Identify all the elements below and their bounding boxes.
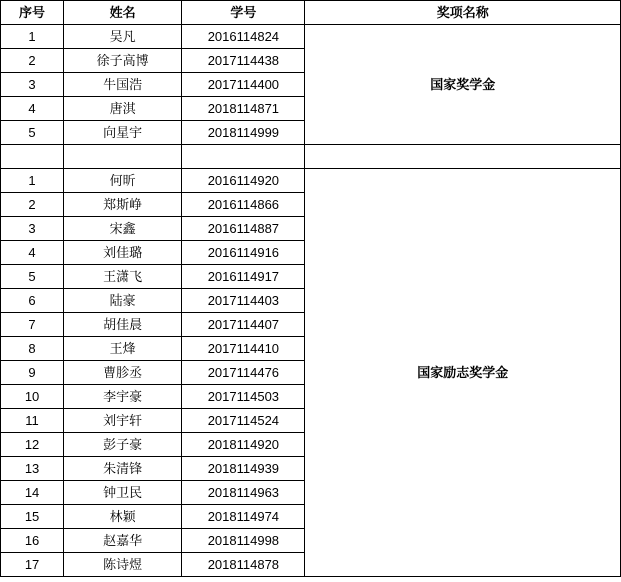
cell-student-id: 2017114407 (182, 313, 305, 337)
cell-index: 5 (1, 265, 64, 289)
spacer-row (1, 145, 621, 169)
column-header-2: 学号 (182, 1, 305, 25)
cell-index: 13 (1, 457, 64, 481)
spacer-cell (182, 145, 305, 169)
cell-student-name: 朱清锋 (64, 457, 182, 481)
cell-student-id: 2018114974 (182, 505, 305, 529)
cell-index: 14 (1, 481, 64, 505)
cell-student-name: 林颖 (64, 505, 182, 529)
cell-student-id: 2016114887 (182, 217, 305, 241)
cell-index: 4 (1, 97, 64, 121)
cell-student-id: 2016114824 (182, 25, 305, 49)
cell-student-name: 胡佳晨 (64, 313, 182, 337)
spacer-cell (1, 145, 64, 169)
cell-student-name: 徐子高博 (64, 49, 182, 73)
cell-student-name: 王潇飞 (64, 265, 182, 289)
cell-student-name: 王烽 (64, 337, 182, 361)
cell-index: 7 (1, 313, 64, 337)
cell-index: 3 (1, 217, 64, 241)
cell-student-name: 宋鑫 (64, 217, 182, 241)
column-header-0: 序号 (1, 1, 64, 25)
spacer-cell (305, 145, 621, 169)
cell-index: 11 (1, 409, 64, 433)
cell-index: 4 (1, 241, 64, 265)
cell-award-name: 国家奖学金 (305, 25, 621, 145)
cell-student-name: 吴凡 (64, 25, 182, 49)
cell-student-name: 陆豪 (64, 289, 182, 313)
cell-student-id: 2018114920 (182, 433, 305, 457)
column-header-1: 姓名 (64, 1, 182, 25)
cell-index: 2 (1, 193, 64, 217)
cell-student-id: 2016114917 (182, 265, 305, 289)
cell-index: 17 (1, 553, 64, 577)
cell-index: 8 (1, 337, 64, 361)
cell-student-name: 刘宇轩 (64, 409, 182, 433)
cell-index: 1 (1, 169, 64, 193)
cell-student-id: 2018114871 (182, 97, 305, 121)
cell-student-name: 唐淇 (64, 97, 182, 121)
cell-student-id: 2017114524 (182, 409, 305, 433)
cell-student-name: 赵嘉华 (64, 529, 182, 553)
table-row (1, 25, 621, 49)
cell-index: 1 (1, 25, 64, 49)
cell-student-id: 2018114939 (182, 457, 305, 481)
cell-student-id: 2016114866 (182, 193, 305, 217)
cell-index: 5 (1, 121, 64, 145)
cell-index: 3 (1, 73, 64, 97)
cell-index: 16 (1, 529, 64, 553)
cell-index: 10 (1, 385, 64, 409)
cell-student-name: 李宇豪 (64, 385, 182, 409)
cell-student-id: 2018114878 (182, 553, 305, 577)
cell-student-name: 刘佳璐 (64, 241, 182, 265)
table-header-row (1, 1, 621, 25)
cell-student-id: 2017114476 (182, 361, 305, 385)
cell-student-id: 2016114920 (182, 169, 305, 193)
cell-student-id: 2017114403 (182, 289, 305, 313)
cell-student-name: 郑斯峥 (64, 193, 182, 217)
cell-index: 12 (1, 433, 64, 457)
cell-student-id: 2017114503 (182, 385, 305, 409)
cell-index: 9 (1, 361, 64, 385)
cell-student-id: 2017114438 (182, 49, 305, 73)
cell-student-id: 2017114400 (182, 73, 305, 97)
cell-index: 6 (1, 289, 64, 313)
cell-student-id: 2017114410 (182, 337, 305, 361)
cell-student-name: 牛国浩 (64, 73, 182, 97)
cell-student-name: 陈诗煜 (64, 553, 182, 577)
cell-student-id: 2016114916 (182, 241, 305, 265)
column-header-3: 奖项名称 (305, 1, 621, 25)
cell-student-name: 曹胗丞 (64, 361, 182, 385)
cell-student-name: 彭子豪 (64, 433, 182, 457)
cell-award-name: 国家励志奖学金 (305, 169, 621, 577)
cell-index: 15 (1, 505, 64, 529)
cell-index: 2 (1, 49, 64, 73)
spacer-cell (64, 145, 182, 169)
cell-student-id: 2018114998 (182, 529, 305, 553)
cell-student-name: 向星宇 (64, 121, 182, 145)
cell-student-id: 2018114963 (182, 481, 305, 505)
cell-student-name: 何昕 (64, 169, 182, 193)
cell-student-id: 2018114999 (182, 121, 305, 145)
cell-student-name: 钟卫民 (64, 481, 182, 505)
table-row (1, 169, 621, 193)
